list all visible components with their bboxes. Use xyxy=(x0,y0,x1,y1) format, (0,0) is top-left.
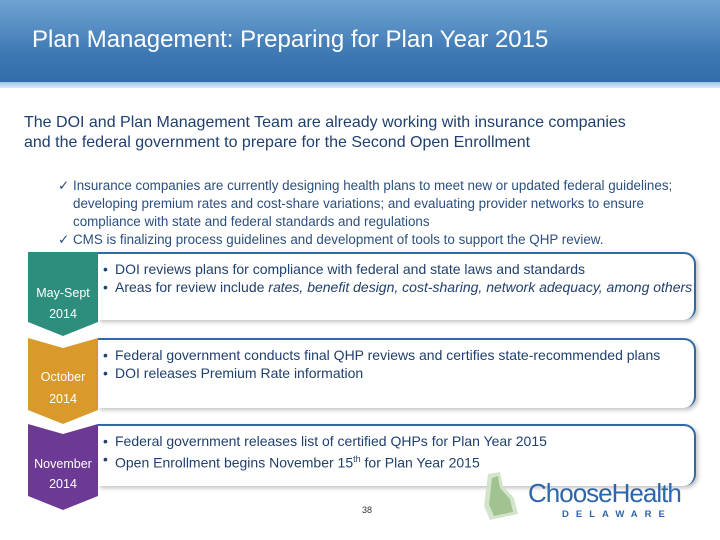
logo-state: DELAWARE xyxy=(562,509,672,520)
choosehealth-logo xyxy=(470,468,710,528)
title-bar xyxy=(0,0,720,88)
timeline-box-october xyxy=(98,338,696,408)
timeline-arrow-october xyxy=(28,338,98,424)
check-list xyxy=(58,177,698,249)
bullet-text: DOI releases Premium Rate information xyxy=(115,365,364,381)
timeline-bullet xyxy=(98,346,694,364)
bullet-text: DOI reviews plans for compliance with federal and state laws and standards xyxy=(115,261,586,277)
delaware-state-icon xyxy=(470,468,530,528)
check-item-text: CMS is finalizing process guidelines and development of tools to support the QHP review. xyxy=(73,232,604,247)
timeline-bullet xyxy=(98,260,694,278)
timeline-bullet xyxy=(98,432,694,450)
logo-wordmark: ChooseHealth xyxy=(528,478,681,508)
intro-paragraph: The DOI and Plan Management Team are already working with insurance companies and the federal government to prepare for the Second Open Enrollment xyxy=(24,114,626,151)
check-item xyxy=(58,231,698,249)
timeline-box-may-sept xyxy=(98,252,696,320)
bullet-icon: • xyxy=(103,279,108,295)
timeline-bullet xyxy=(98,278,694,296)
bullet-text: Federal government conducts final QHP reviews and certifies state-recommended plans xyxy=(115,347,661,363)
bullet-text: Federal government releases list of certified QHPs for Plan Year 2015 xyxy=(115,433,547,449)
timeline-arrow-november xyxy=(28,424,98,510)
bullet-text-tail: for Plan Year 2015 xyxy=(360,454,480,471)
bullet-italic-text: rates, benefit design, cost-sharing, network adequacy, among others xyxy=(268,279,693,295)
bullet-superscript: th xyxy=(353,454,361,464)
timeline-label-month: October xyxy=(40,370,86,384)
timeline-bullet xyxy=(98,364,694,382)
bullet-icon: • xyxy=(103,261,108,277)
timeline-label-year: 2014 xyxy=(49,392,77,406)
timeline-label-month: May-Sept xyxy=(36,286,90,300)
checkmark-icon: ✓ xyxy=(58,178,70,193)
check-item xyxy=(58,177,698,231)
bullet-text: Open Enrollment begins November 15 xyxy=(115,454,354,471)
title-bar-shine xyxy=(0,82,720,88)
bullet-text: Areas for review include xyxy=(115,279,269,295)
checkmark-icon: ✓ xyxy=(58,232,70,247)
slide-title: Plan Management: Preparing for Plan Year 2015 xyxy=(32,26,549,53)
bullet-icon: • xyxy=(103,433,108,449)
bullet-icon: • xyxy=(103,451,108,467)
timeline-arrow-may-sept xyxy=(28,252,98,336)
page-number: 38 xyxy=(362,505,373,515)
check-item-text: Insurance companies are currently designing health plans to meet new or updated federal guidelines; developing premium rates and cost-share variations; and evaluating provider networks to ensure compliance with state and federal standards and regulations xyxy=(73,178,673,229)
timeline-label-month: November xyxy=(34,457,92,471)
bullet-icon: • xyxy=(103,347,108,363)
timeline-label-year: 2014 xyxy=(49,307,77,321)
bullet-icon: • xyxy=(103,365,108,381)
timeline-label-year: 2014 xyxy=(49,477,77,491)
